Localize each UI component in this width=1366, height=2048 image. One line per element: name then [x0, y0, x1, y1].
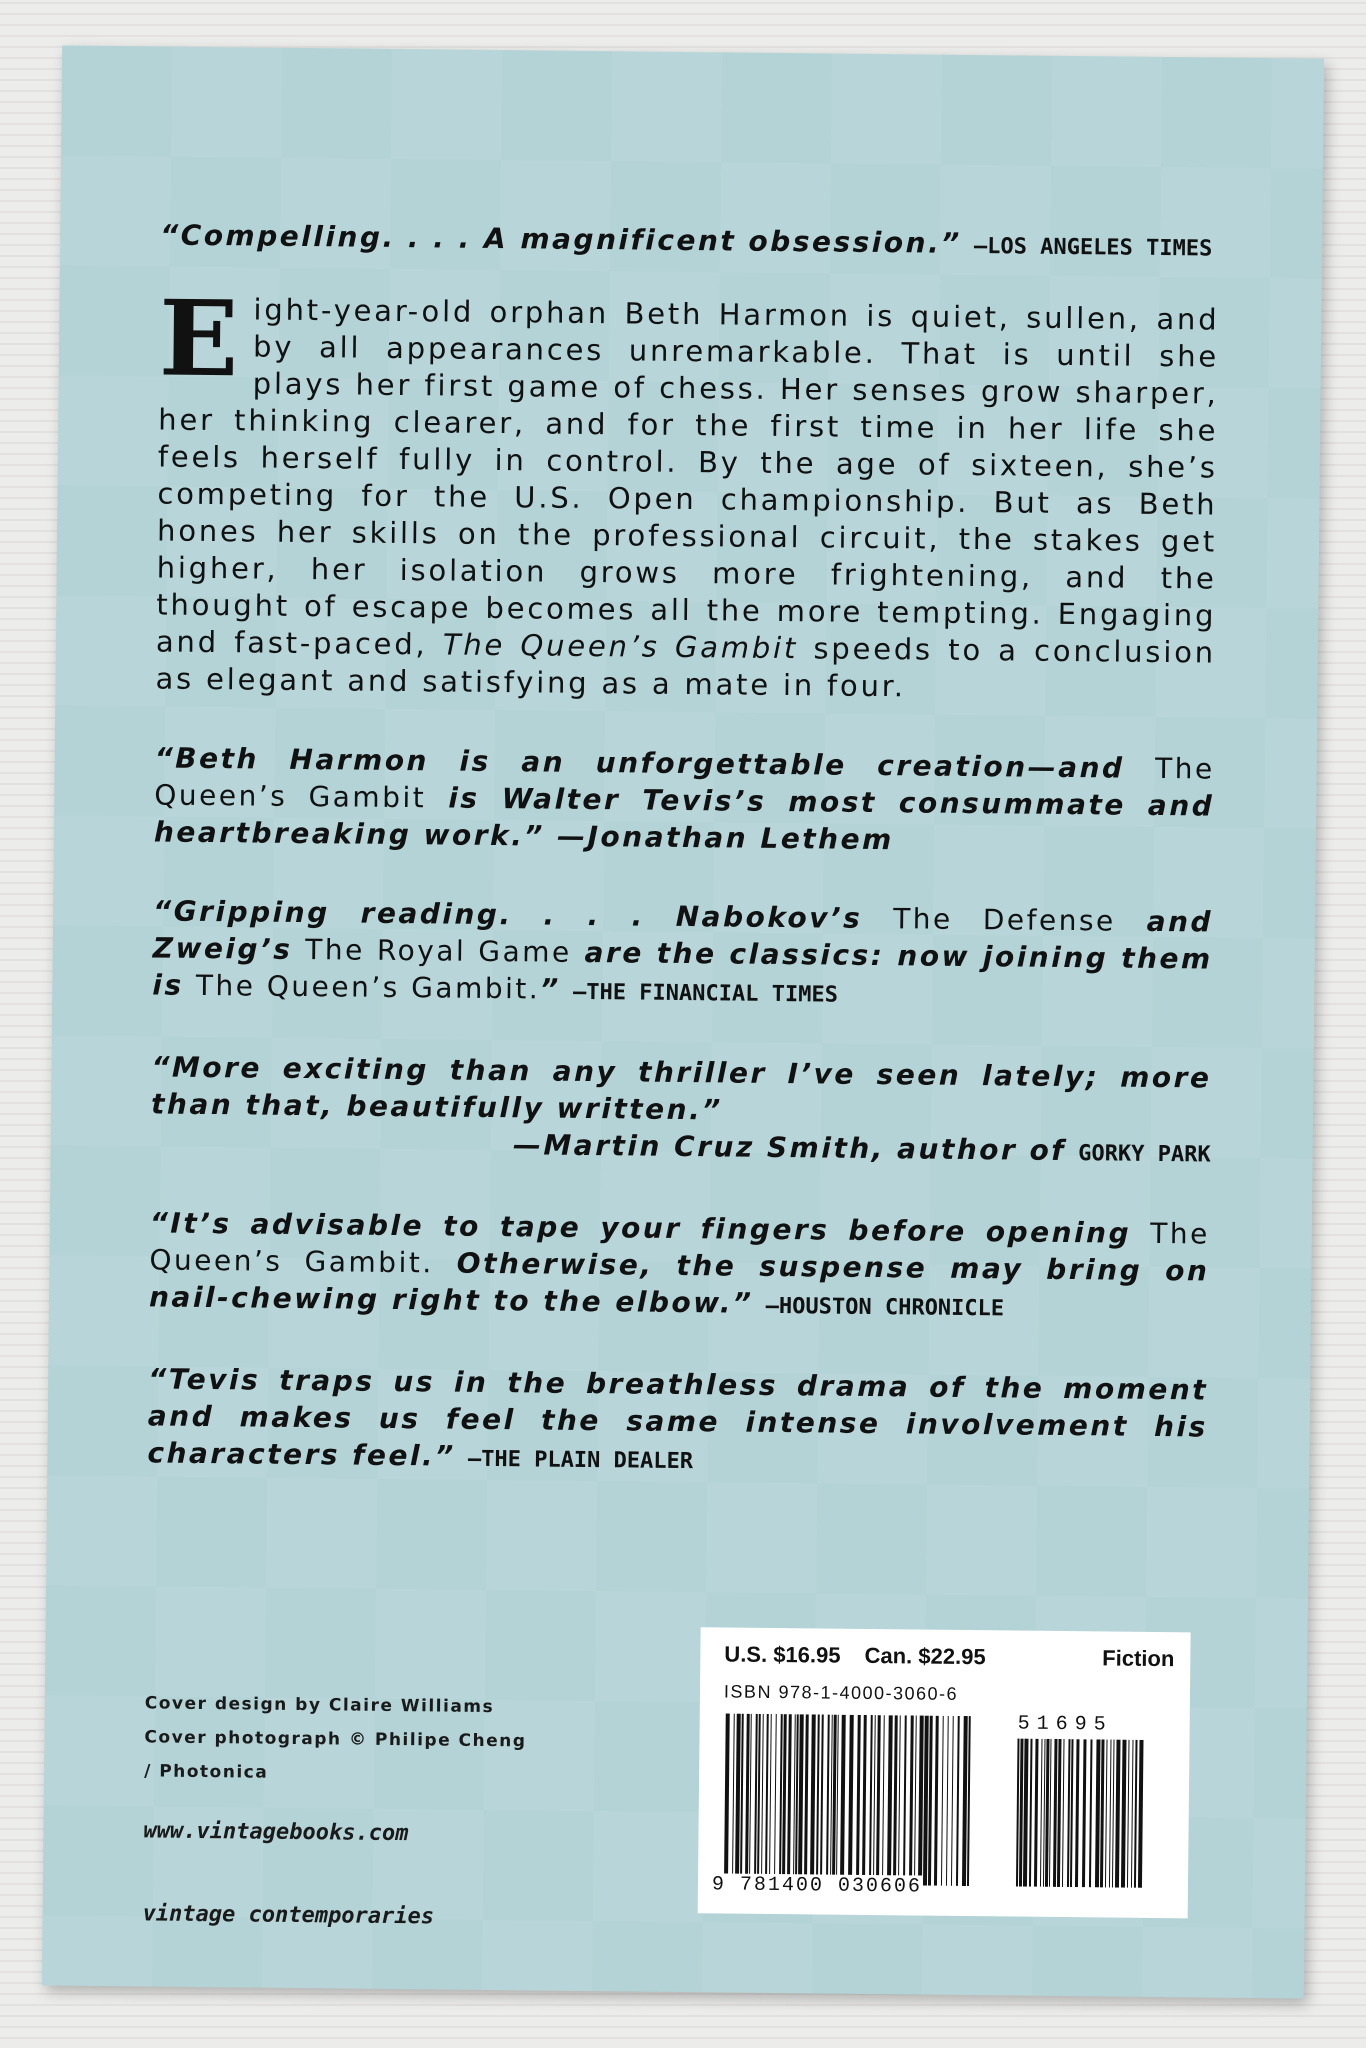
imprint-logo-text: vintage contemporaries	[142, 1901, 435, 1930]
quote-lethem	[154, 739, 1215, 861]
publisher-website: www.vintagebooks.com	[143, 1818, 409, 1847]
price-row	[724, 1641, 1174, 1672]
quote-text: are the classics: now joining them is	[152, 935, 1213, 1002]
quote-text: “More exciting than any thriller I’ve seen lately; more than that, beautifully written.”	[150, 1050, 1212, 1127]
addon-number: 51695	[1017, 1712, 1113, 1737]
quote-source: —THE PLAIN DEALER	[467, 1446, 694, 1475]
quote-book-title: The Queen’s Gambit.	[195, 968, 541, 1006]
barcode-label	[698, 1627, 1191, 1918]
book-back-cover	[42, 45, 1324, 1998]
quote-plain-dealer	[147, 1360, 1208, 1485]
cover-credits	[144, 1686, 527, 1792]
quote-text: is Walter Tevis’s most consummate and heartbreaking work.” —Jonathan Lethem	[153, 781, 1215, 857]
quote-cruz-smith	[151, 1048, 1212, 1173]
quote-text: ”	[540, 972, 574, 1006]
quote-text: Otherwise, the suspense may bring on nail-chewing right to the elbow.”	[148, 1246, 1210, 1320]
quote-source: —HOUSTON CHRONICLE	[765, 1293, 1005, 1322]
quote-book-title: The Queen’s Gambit	[154, 751, 1215, 815]
quote-book-title: The Queen’s Gambit.	[149, 1216, 1210, 1280]
lead-quote-source: —LOS ANGELES TIMES	[973, 234, 1213, 262]
quote-text: “Tevis traps us in the breathless drama of the moment and makes us feel the same intense involvement his characters feel.”	[147, 1362, 1209, 1473]
quote-source: —THE FINANCIAL TIMES	[572, 979, 839, 1008]
quote-text: and Zweig’s	[152, 904, 1214, 967]
quote-source: GORKY PARK	[1078, 1141, 1211, 1168]
drop-cap: E	[158, 276, 242, 401]
quote-book-title: The Defense	[892, 902, 1116, 938]
credit-line: Cover photograph © Philipe Cheng	[144, 1727, 527, 1752]
lead-quote	[160, 216, 1220, 267]
credit-line: Cover design by Claire Williams	[144, 1693, 495, 1718]
price-us: U.S. $16.95	[724, 1641, 841, 1668]
quote-book-title: The Royal Game	[305, 933, 572, 969]
quote-houston-chronicle	[149, 1204, 1210, 1329]
ean-number: 9 781400 030606	[711, 1873, 923, 1899]
price-can: Can. $22.95	[864, 1642, 986, 1670]
cover-text-area	[147, 216, 1221, 1527]
addon-barcode-icon	[1014, 1739, 1146, 1888]
lead-quote-text: “Compelling. . . . A magnificent obsession.”	[160, 218, 962, 260]
category-label: Fiction	[1102, 1645, 1175, 1672]
quote-attribution: —Martin Cruz Smith, author of	[512, 1128, 1079, 1168]
quote-text: “It’s advisable to tape your fingers before opening	[149, 1206, 1151, 1250]
quote-text: “Gripping reading. . . . Nabokov’s	[152, 894, 894, 936]
quote-financial-times	[152, 892, 1213, 1017]
ean-barcode-icon	[722, 1713, 974, 1886]
isbn-number: ISBN 978-1-4000-3060-6	[723, 1681, 959, 1704]
blurb-part-1: ight-year-old orphan Beth Harmon is quiet, sullen, and by all appearances unremarkable. That is until she plays her first game of chess. Her senses grow sharper, her thinking clearer, and for the first time in her life she feels herself fully in control. By the age of sixteen, she’s competing for the U.S. Open championship. But as Beth hones her skills on the professional circuit, the stakes get higher, her isolation grows more frightening, and the thought of escape becomes all the more tempting. Engaging and fast-paced,	[155, 292, 1220, 662]
credit-line: / Photonica	[144, 1761, 269, 1783]
description-blurb	[155, 276, 1220, 708]
blurb-part-2: speeds to a conclusion as elegant and satisfying as a mate in four.	[155, 631, 1217, 704]
quote-text: “Beth Harmon is an unforgettable creation—and	[154, 741, 1156, 785]
blurb-title: The Queen’s Gambit	[442, 627, 799, 666]
